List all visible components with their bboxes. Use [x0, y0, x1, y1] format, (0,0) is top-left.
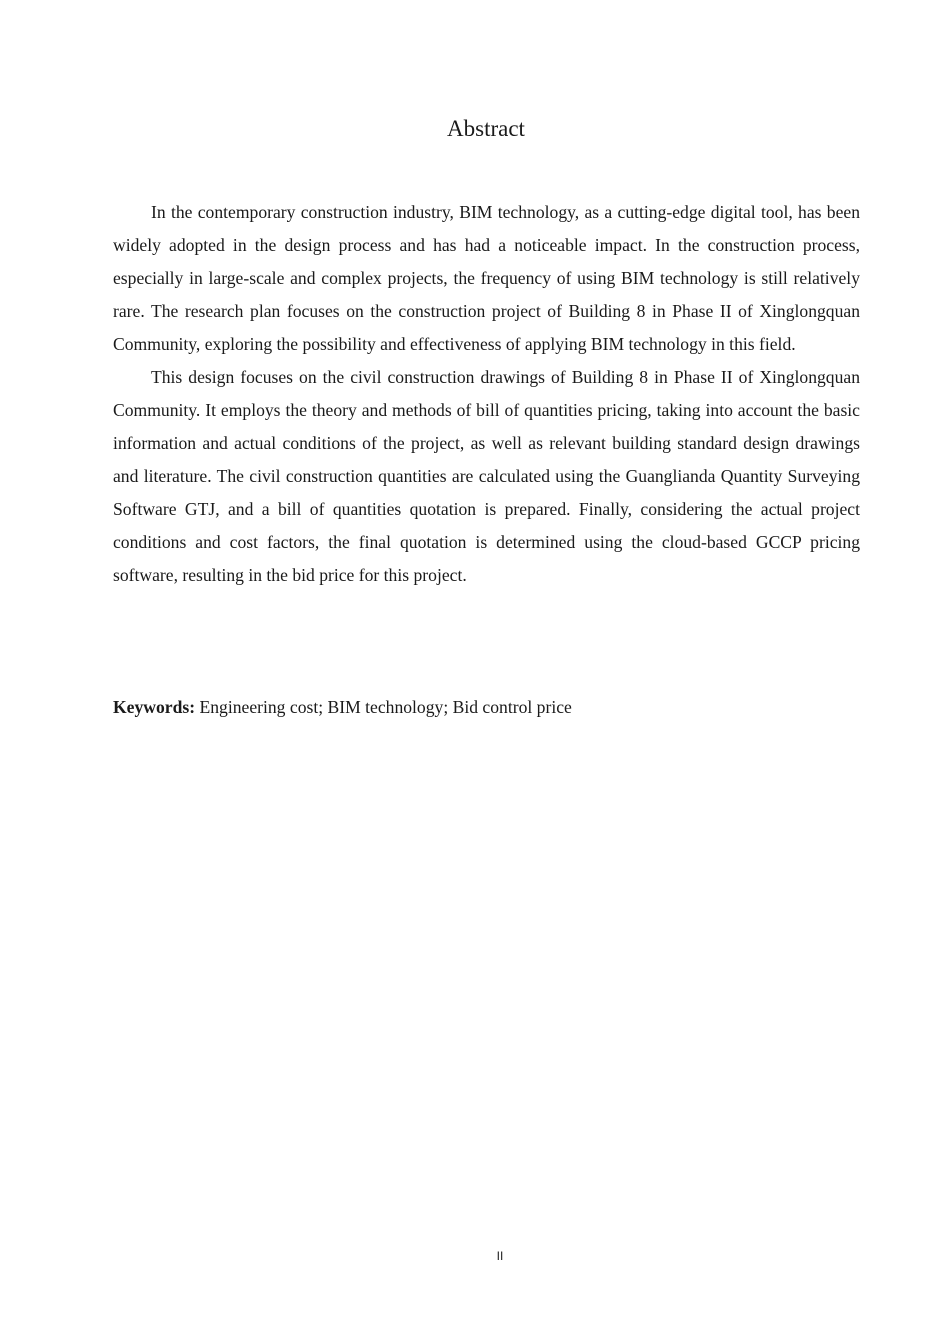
abstract-paragraph-1: In the contemporary construction industry, BIM technology, as a cutting-edge digital tool, has been widely adopted in the design process and has had a noticeable impact. In the construction process, especially in large-scale and complex projects, the frequency of using BIM technology is still relatively rare. The research plan focuses on the construction project of Building 8 in Phase II of Xinglongquan Community, exploring the possibility and effectiveness of applying BIM technology in this field. [113, 202, 860, 354]
abstract-title: Abstract [447, 116, 525, 141]
keywords-line [113, 691, 572, 724]
abstract-paragraph-2: This design focuses on the civil construction drawings of Building 8 in Phase II of Xinglongquan Community. It employs the theory and methods of bill of quantities pricing, taking into account the basic information and actual conditions of the project, as well as relevant building standard design drawings and literature. The civil construction quantities are calculated using the Guanglianda Quantity Surveying Software GTJ, and a bill of quantities quotation is prepared. Finally, considering the actual project conditions and cost factors, the final quotation is determined using the cloud-based GCCP pricing software, resulting in the bid price for this project. [113, 367, 860, 585]
keywords-label: Keywords: [113, 697, 196, 717]
abstract-body [113, 196, 860, 592]
keywords-text: Engineering cost; BIM technology; Bid control price [199, 697, 572, 717]
page-number: II [496, 1249, 504, 1263]
